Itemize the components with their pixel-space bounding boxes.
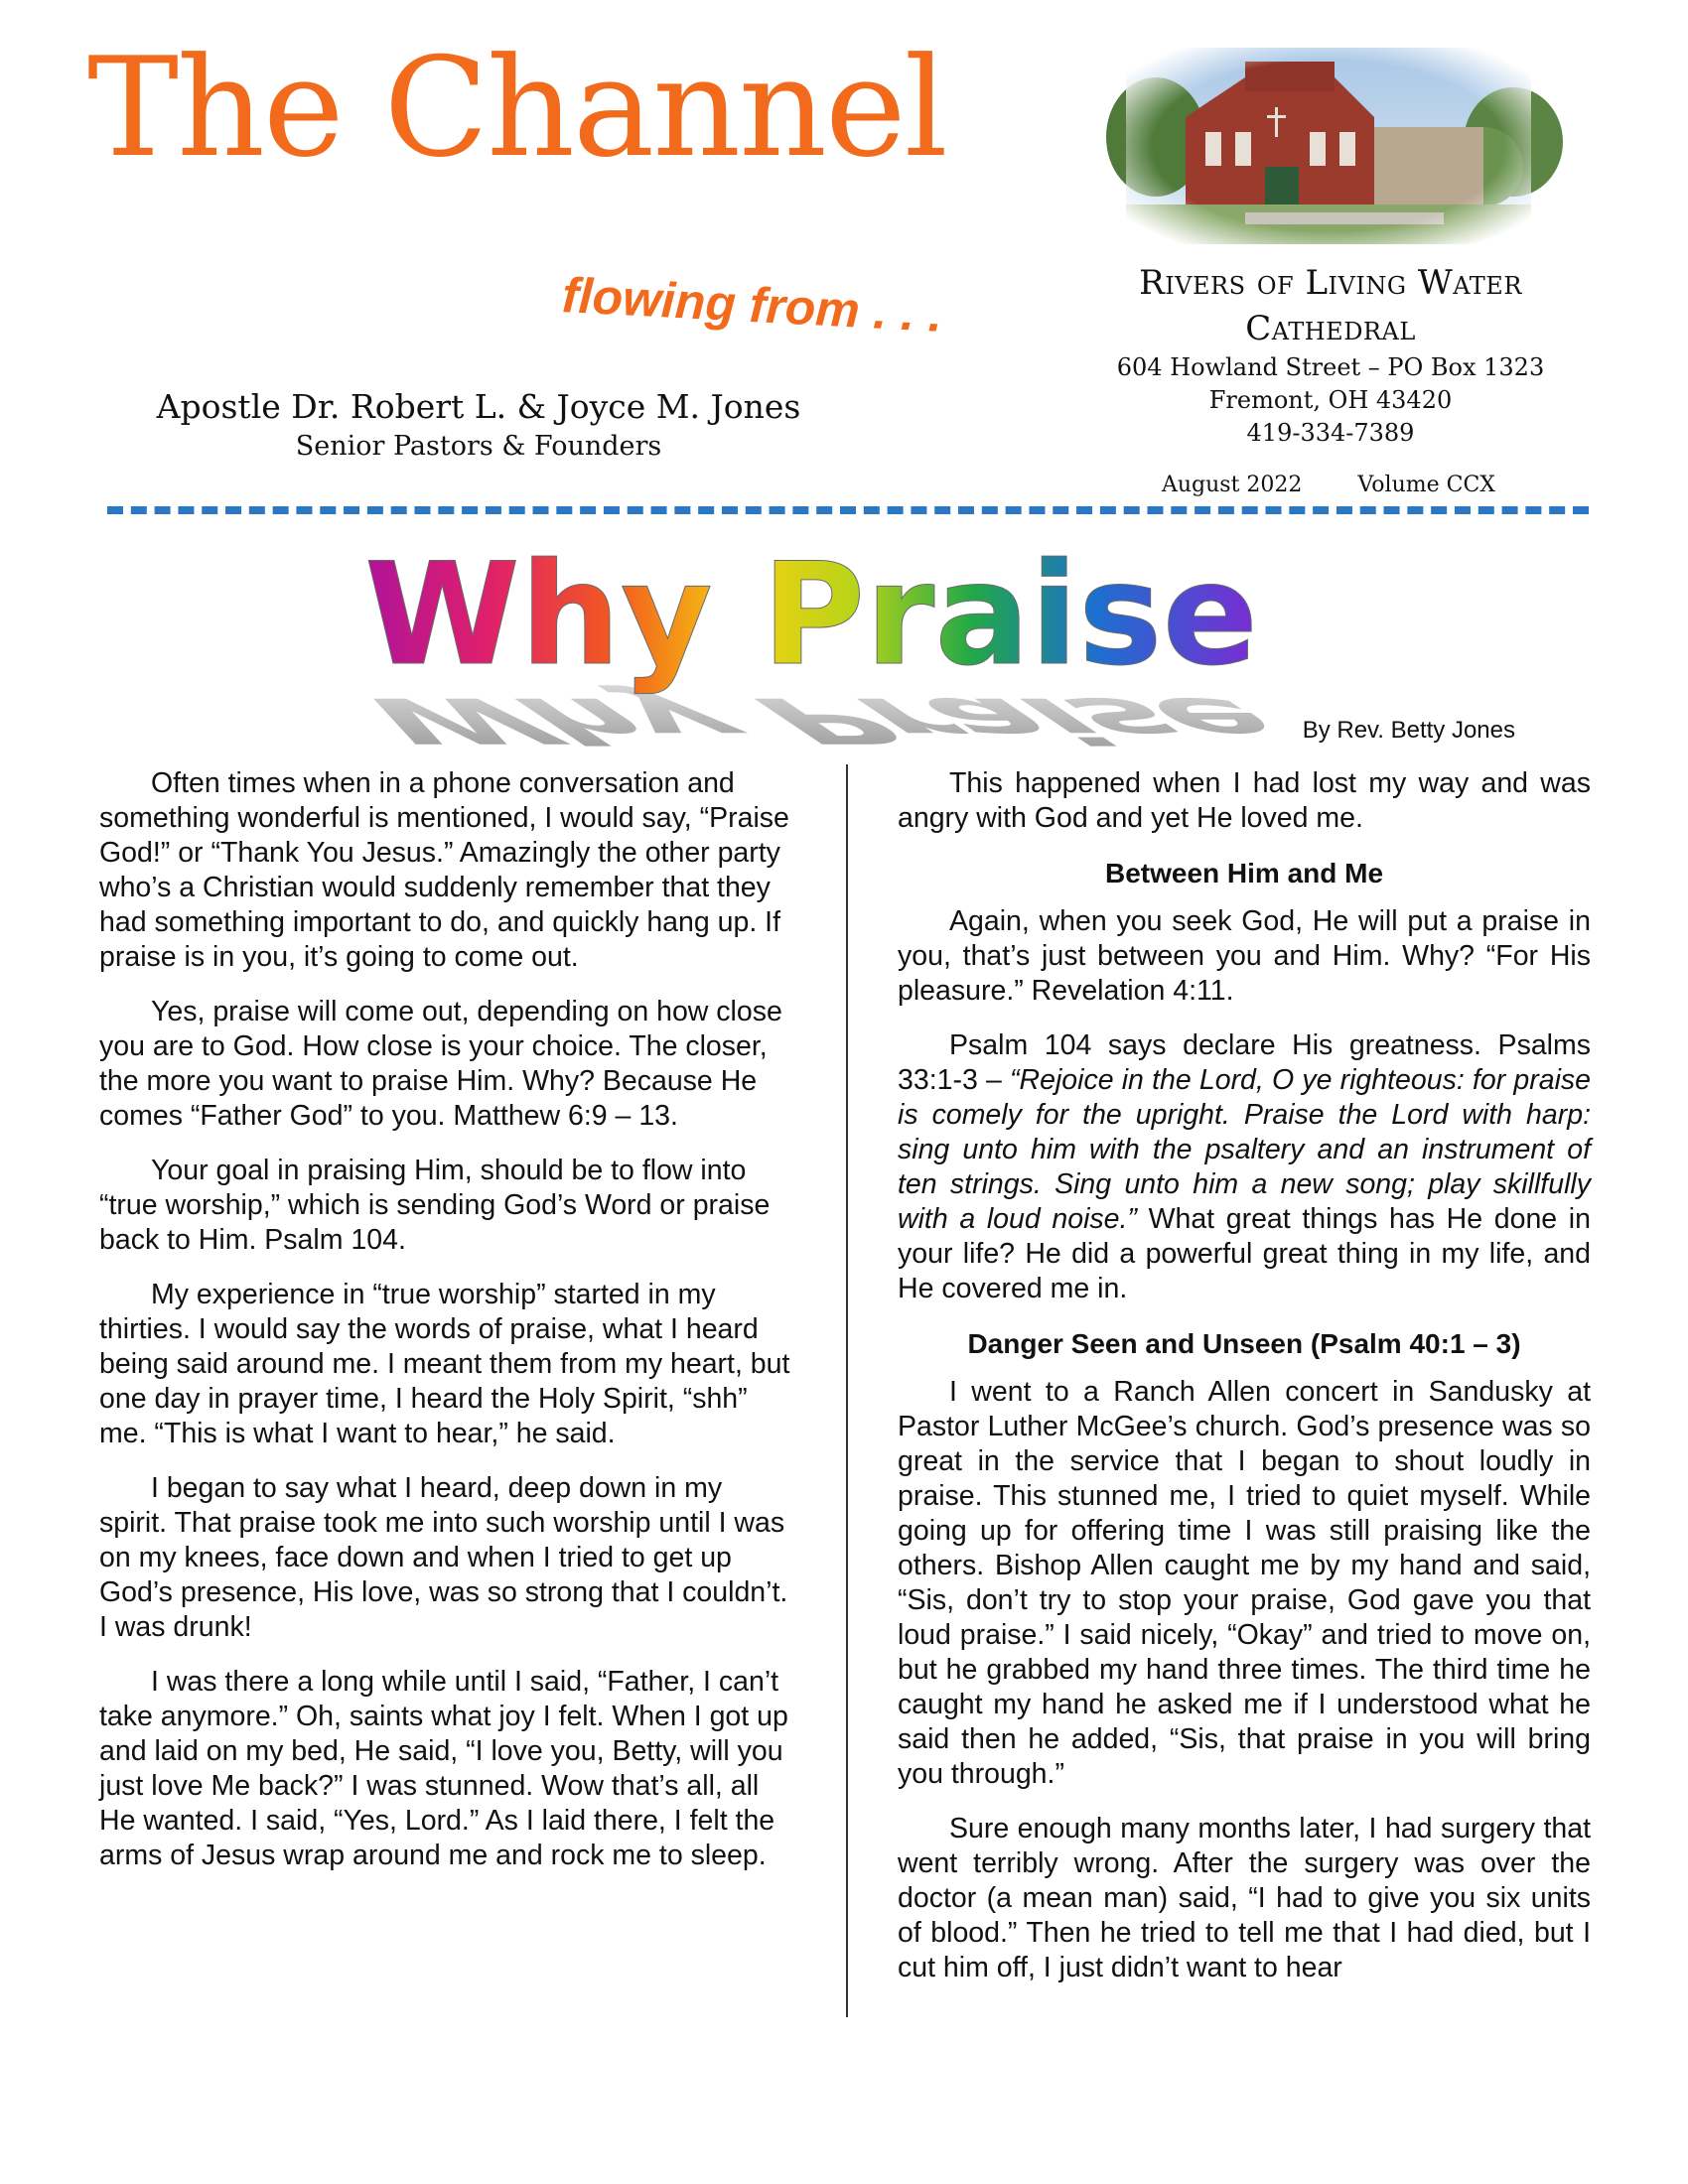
pastors-block bbox=[91, 385, 866, 465]
church-name-line2: Cathedral bbox=[1245, 309, 1416, 348]
church-building-illustration bbox=[1126, 48, 1531, 244]
pastors-role: Senior Pastors & Founders bbox=[295, 431, 662, 462]
paragraph: I went to a Ranch Allen concert in Sandusky at Pastor Luther McGee’s church. God’s presence was so great in the service that I began to shout loudly in praise. This stunned me, I tried to quiet myself. While going up for offering time I was still praising like the others. Bishop Allen caught me by my hand and said, “Sis, don’t try to stop your praise, God gave you that loud praise.” I said nicely, “Okay” and tried to move on, but he grabbed my hand three times. The third time he caught my hand he asked me if I understood what he said then he added, “Sis, that praise in you will bring you through.” bbox=[898, 1376, 1591, 1790]
masthead-divider bbox=[107, 506, 1589, 514]
issue-date: August 2022 bbox=[1162, 473, 1303, 497]
church-photo bbox=[1126, 48, 1531, 244]
paragraph-lead: Psalm 104 says declare His greatness. Psalms 33:1-3 – bbox=[898, 1029, 1591, 1096]
paragraph-tail: What great things has He done in your life? He did a powerful great thing in my life, and He covered me in. bbox=[898, 1203, 1591, 1304]
scripture-quote: “Rejoice in the Lord, O ye righteous: for praise is comely for the upright. Praise the Lord with harp: sing unto him with the psaltery and an instrument of ten strings. Sing unto him a new song; play skillfully with a loud noise.” bbox=[898, 1064, 1591, 1235]
paragraph: This happened when I had lost my way and was angry with God and yet He loved me. bbox=[898, 767, 1591, 834]
paragraph: Your goal in praising Him, should be to flow into “true worship,” which is sending God’s Word or praise back to Him. Psalm 104. bbox=[99, 1155, 771, 1256]
newsletter-title: The Channel bbox=[87, 28, 946, 188]
newsletter-tagline: flowing from . . . bbox=[560, 267, 944, 342]
paragraph: I was there a long while until I said, “Father, I can’t take anymore.” Oh, saints what joy I felt. When I got up and laid on my bed, He said, “I love you, Betty, will you just love Me back?” I was stunned. Wow that’s all, all He wanted. I said, “Yes, Lord.” As I laid there, I felt the arms of Jesus wrap around me and rock me to sleep. bbox=[99, 1666, 788, 1871]
issue-info bbox=[1162, 473, 1519, 497]
paragraph bbox=[898, 1028, 1591, 1306]
pastors-names: Apostle Dr. Robert L. & Joyce M. Jones bbox=[156, 387, 801, 426]
article-byline: By Rev. Betty Jones bbox=[1302, 717, 1515, 744]
paragraph: I began to say what I heard, deep down in my spirit. That praise took me into such worship until I was on my knees, face down and when I tried to get up God’s presence, His love, was so strong that I couldn’t. I was drunk! bbox=[99, 1472, 788, 1643]
church-address: 604 Howland Street – PO Box 1323 bbox=[1116, 353, 1545, 381]
article-headline bbox=[260, 533, 1323, 756]
article-column-right bbox=[898, 766, 1591, 2005]
headline-shadow-text: Why Praise bbox=[321, 683, 1323, 756]
paragraph: Sure enough many months later, I had surgery that went terribly wrong. After the surgery was over the doctor (a mean man) said, “I had to give you six units of blood.” Then he tried to tell me that I had died, but I cut him off, I just didn’t want to hear bbox=[898, 1813, 1591, 1983]
headline-wordart bbox=[260, 533, 1323, 756]
headline-text: Why Praise bbox=[364, 533, 1258, 697]
paragraph: Often times when in a phone conversation and something wonderful is mentioned, I would say, “Praise God!” or “Thank You Jesus.” Amazingly the other party who’s a Christian would suddenly remember that they had something important to do, and quickly hang up. If praise is in you, it’s going to come out. bbox=[99, 767, 789, 973]
church-info bbox=[1082, 260, 1579, 450]
church-phone: 419-334-7389 bbox=[1246, 419, 1415, 447]
section-heading: Danger Seen and Unseen (Psalm 40:1 – 3) bbox=[967, 1328, 1521, 1359]
section-heading: Between Him and Me bbox=[1104, 858, 1384, 888]
issue-volume: Volume CCX bbox=[1357, 473, 1495, 497]
article-column-left bbox=[99, 766, 796, 1893]
column-divider bbox=[846, 764, 848, 2017]
church-city: Fremont, OH 43420 bbox=[1208, 386, 1453, 414]
paragraph: My experience in “true worship” started in my thirties. I would say the words of praise, what I heard being said around me. I meant them from my heart, but one day in prayer time, I heard the Holy Spirit, “shh” me. “This is what I want to hear,” he said. bbox=[99, 1279, 790, 1449]
paragraph: Yes, praise will come out, depending on how close you are to God. How close is your choice. The closer, the more you want to praise Him. Why? Because He comes “Father God” to you. Matthew 6:9 – 13. bbox=[99, 996, 782, 1132]
church-name-line1: Rivers of Living Water bbox=[1139, 263, 1522, 303]
paragraph: Again, when you seek God, He will put a praise in you, that’s just between you and Him. Why? “For His pleasure.” Revelation 4:11. bbox=[898, 905, 1591, 1007]
